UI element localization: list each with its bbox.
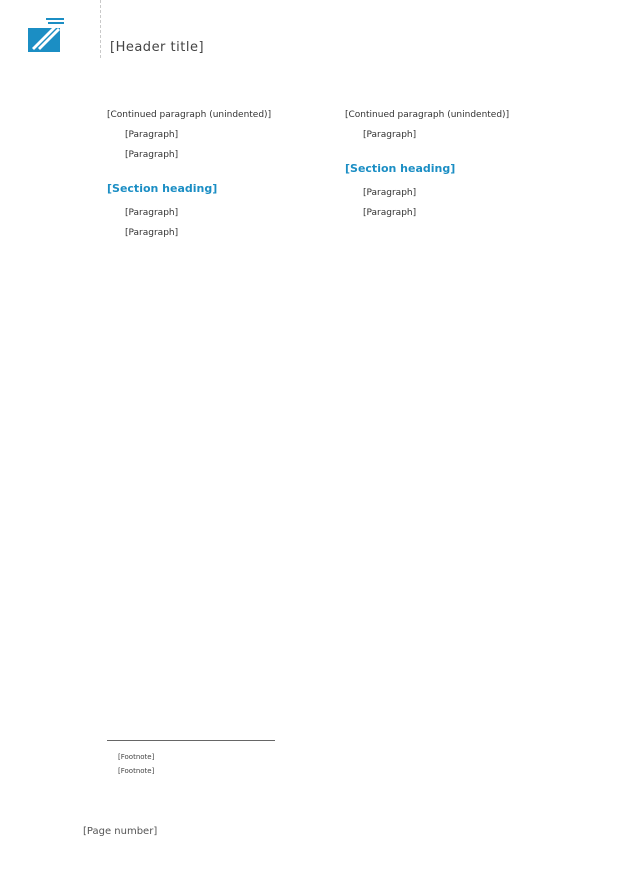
left-paragraph-2: [Paragraph] (125, 130, 179, 140)
publisher-logo-icon (28, 14, 68, 54)
footnote-1: [Footnote] (118, 753, 155, 761)
left-paragraph-1: [Continued paragraph (unindented)] (107, 110, 272, 120)
right-section-paragraph-1: [Paragraph] (363, 188, 417, 198)
right-section-paragraph-2: [Paragraph] (363, 208, 417, 218)
page-number: [Page number] (83, 826, 158, 837)
section-heading-left: [Section heading] (107, 182, 218, 195)
left-column (107, 105, 305, 243)
header-guide-line (100, 0, 101, 58)
right-column (345, 105, 557, 223)
footnote-divider (107, 740, 275, 741)
page-header-title: [Header title] (110, 40, 205, 55)
footnote-2: [Footnote] (118, 767, 155, 775)
footnotes (118, 750, 548, 778)
left-paragraph-3: [Paragraph] (125, 150, 179, 160)
right-paragraph-1: [Continued paragraph (unindented)] (345, 110, 510, 120)
right-paragraph-2: [Paragraph] (363, 130, 417, 140)
left-section-paragraph-1: [Paragraph] (125, 208, 179, 218)
section-heading-right: [Section heading] (345, 162, 456, 175)
left-section-paragraph-2: [Paragraph] (125, 228, 179, 238)
